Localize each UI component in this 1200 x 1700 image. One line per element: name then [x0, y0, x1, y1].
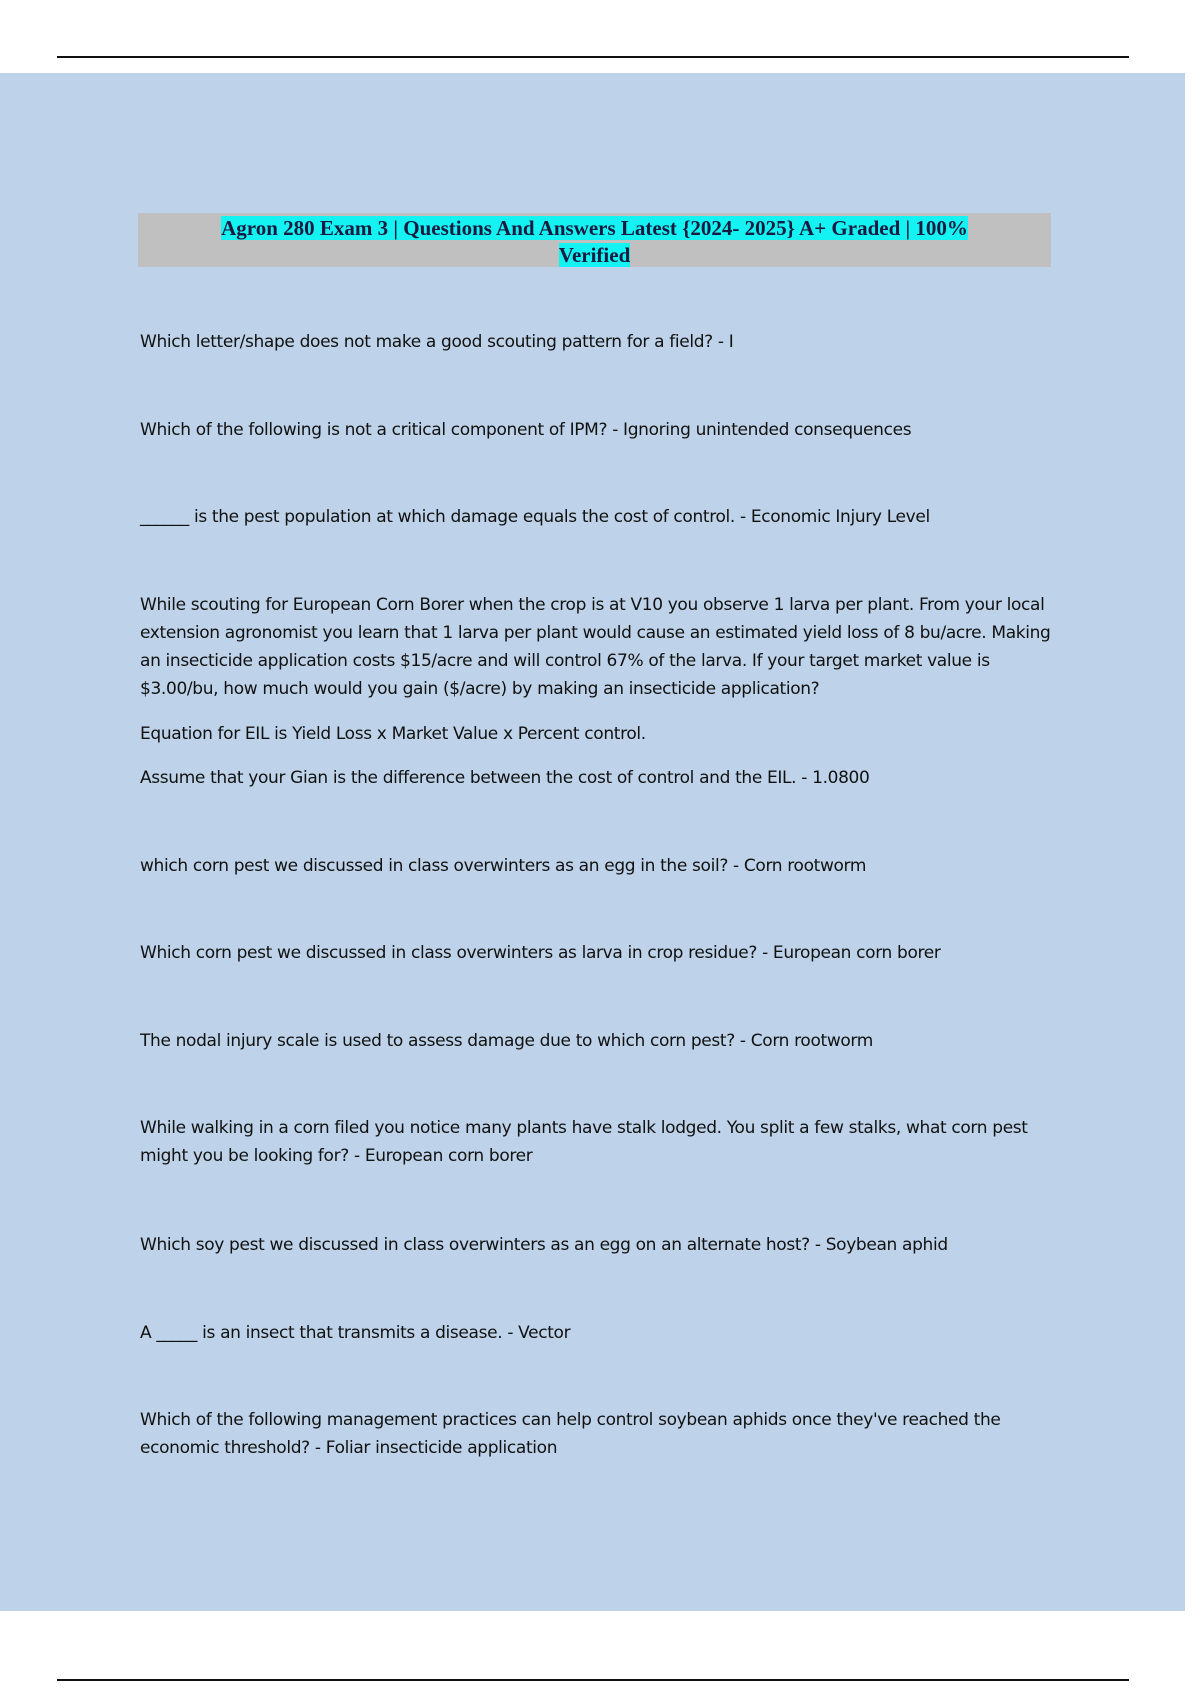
- qa-item-12: A _____ is an insect that transmits a disease. - Vector: [140, 1323, 571, 1343]
- top-rule: [57, 56, 1129, 58]
- document-title: [138, 213, 1051, 267]
- qa-item-7: which corn pest we discussed in class overwinters as an egg in the soil? - Corn rootworm: [140, 856, 867, 876]
- qa-item-6: Assume that your Gian is the difference between the cost of control and the EIL. - 1.0800: [140, 768, 870, 788]
- qa-item-1: Which letter/shape does not make a good scouting pattern for a field? - I: [140, 332, 734, 352]
- bottom-rule: [57, 1679, 1129, 1681]
- qa-item-5: Equation for EIL is Yield Loss x Market Value x Percent control.: [140, 724, 646, 744]
- document-page: [0, 73, 1185, 1611]
- qa-item-9: The nodal injury scale is used to assess damage due to which corn pest? - Corn rootworm: [140, 1031, 873, 1051]
- qa-item-11: Which soy pest we discussed in class overwinters as an egg on an alternate host? - Soybean aphid: [140, 1235, 948, 1255]
- qa-item-3: ______ is the pest population at which damage equals the cost of control. - Economic Injury Level: [140, 507, 930, 527]
- title-line-1: [138, 215, 1051, 242]
- qa-item-8: Which corn pest we discussed in class overwinters as larva in crop residue? - European corn borer: [140, 943, 941, 963]
- qa-item-4: While scouting for European Corn Borer when the crop is at V10 you observe 1 larva per plant. From your local extension agronomist you learn that 1 larva per plant would cause an estimated yield loss of 8 bu/acre. Making an insecticide application costs $15/acre and will control 67% of the larva. If your target market value is $3.00/bu, how much would you gain ($/acre) by making an insecticide application?: [140, 595, 1051, 699]
- title-line-1-text: Agron 280 Exam 3 | Questions And Answers Latest {2024- 2025} A+ Graded | 100%: [221, 216, 968, 240]
- qa-item-10: While walking in a corn filed you notice many plants have stalk lodged. You split a few stalks, what corn pest might you be looking for? - European corn borer: [140, 1118, 1028, 1166]
- title-line-2-text: Verified: [558, 243, 631, 267]
- qa-item-2: Which of the following is not a critical component of IPM? - Ignoring unintended consequences: [140, 420, 912, 440]
- title-line-2: [138, 242, 1051, 269]
- qa-item-13: Which of the following management practices can help control soybean aphids once they've reached the economic threshold? - Foliar insecticide application: [140, 1410, 1001, 1458]
